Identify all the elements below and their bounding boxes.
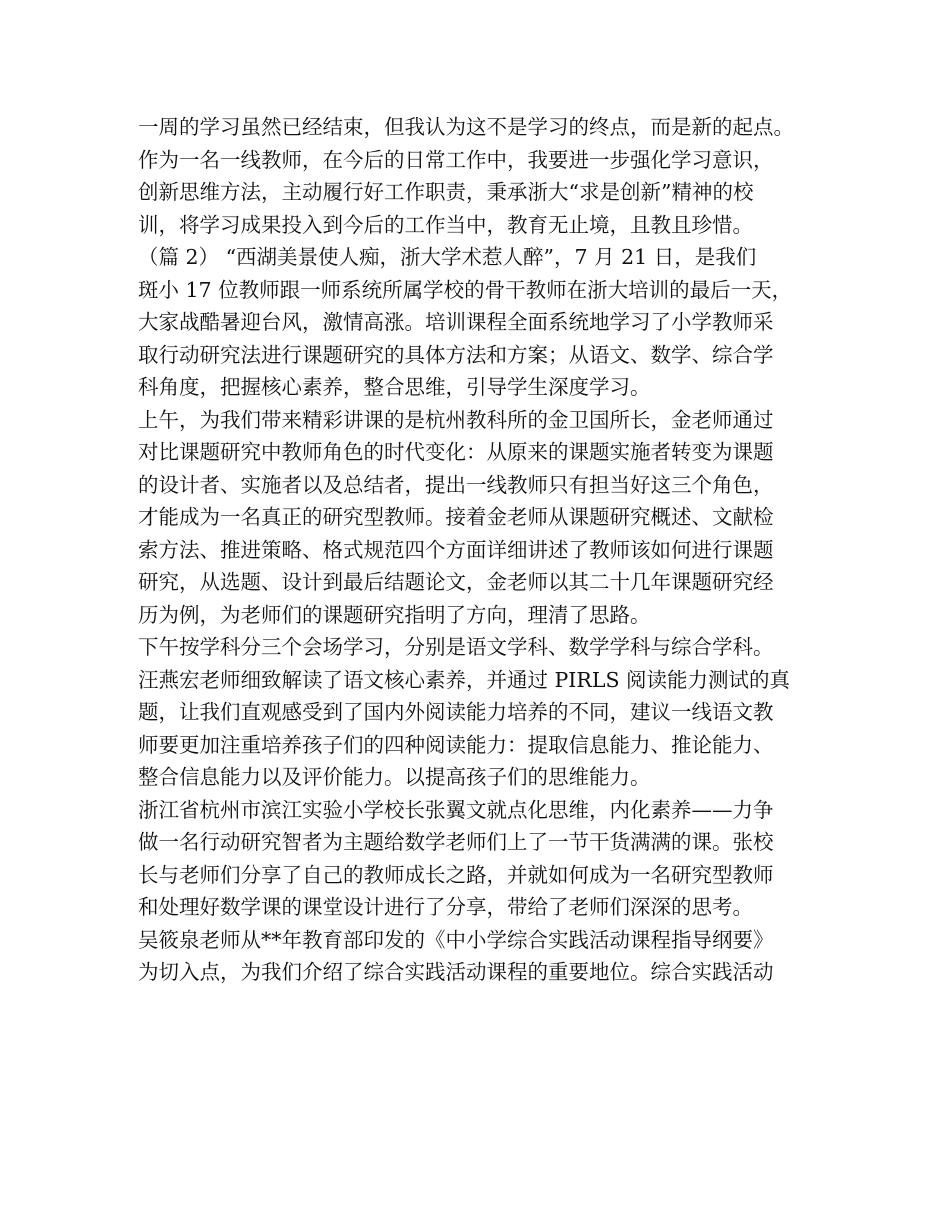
text-line: 师要更加注重培养孩子们的四种阅读能力：提取信息能力、推论能力、 (138, 732, 774, 757)
text-line: 大家战酷暑迎台风，激情高涨。培训课程全面系统地学习了小学教师采 (138, 310, 774, 334)
text-line: 和处理好数学课的课堂设计进行了分享，带给了老师们深深的思考。 (138, 895, 753, 919)
text-line: 对比课题研究中教师角色的时代变化：从原来的课题实施者转变为课题 (138, 440, 774, 464)
text-line: 长与老师们分享了自己的教师成长之路，并就如何成为一名研究型教师 (138, 862, 774, 887)
text-line: 索方法、推进策略、格式规范四个方面详细讲述了教师该如何进行课题 (138, 537, 774, 562)
document-body (138, 111, 838, 989)
text-line: 的设计者、实施者以及总结者，提出一线教师只有担当好这三个角色， (138, 472, 774, 497)
text-line: 吴筱泉老师从**年教育部印发的《中小学综合实践活动课程指导纲要》 (138, 927, 774, 952)
text-line: 才能成为一名真正的研究型教师。接着金老师从课题研究概述、文献检 (138, 505, 774, 529)
text-line: 题，让我们直观感受到了国内外阅读能力培养的不同，建议一线语文教 (138, 700, 774, 724)
text-line: 作为一名一线教师，在今后的日常工作中，我要进一步强化学习意识， (138, 147, 774, 172)
text-line: 浙江省杭州市滨江实验小学校长张翼文就点化思维，内化素养——力争 (138, 797, 774, 822)
text-line: 科角度，把握核心素养，整合思维，引导学生深度学习。 (138, 375, 651, 399)
text-line: 历为例，为老师们的课题研究指明了方向，理清了思路。 (138, 602, 651, 627)
text-line: 创新思维方法，主动履行好工作职责，秉承浙大“求是创新”精神的校 (138, 180, 754, 204)
text-line: 下午按学科分三个会场学习，分别是语文学科、数学学科与综合学科。 (138, 635, 774, 659)
text-line: 训，将学习成果投入到今后的工作当中，教育无止境，且教且珍惜。 (138, 212, 753, 237)
text-line: 斑小 17 位教师跟一师系统所属学校的骨干教师在浙大培训的最后一天， (138, 277, 793, 302)
text-line: 上午，为我们带来精彩讲课的是杭州教科所的金卫国所长，金老师通过 (138, 407, 774, 432)
text-line: 整合信息能力以及评价能力。以提高孩子们的思维能力。 (138, 765, 651, 789)
text-line: 做一名行动研究智者为主题给数学老师们上了一节干货满满的课。张校 (138, 830, 774, 854)
text-line: 一周的学习虽然已经结束，但我认为这不是学习的终点，而是新的起点。 (138, 115, 794, 139)
text-line: 为切入点，为我们介绍了综合实践活动课程的重要地位。综合实践活动 (138, 960, 774, 984)
text-line: 研究，从选题、设计到最后结题论文，金老师以其二十几年课题研究经 (138, 570, 774, 594)
text-line: 取行动研究法进行课题研究的具体方法和方案；从语文、数学、综合学 (138, 342, 774, 367)
text-line: （篇 2） “西湖美景使人痴，浙大学术惹人醉”，7 月 21 日，是我们 (138, 245, 757, 269)
text-line: 汪燕宏老师细致解读了语文核心素养，并通过 PIRLS 阅读能力测试的真 (138, 667, 791, 692)
